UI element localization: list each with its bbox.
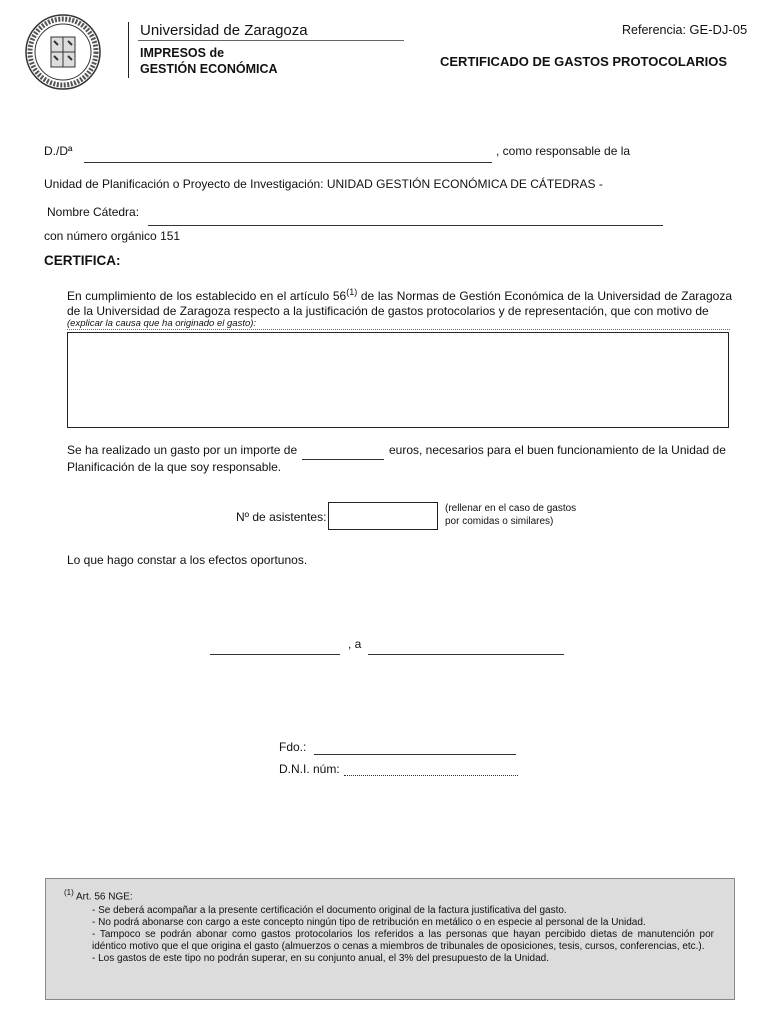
footnote-item: - Los gastos de este tipo no podrán superar, en su conjunto anual, el 3% del presupuesto de la Unidad. — [92, 953, 549, 965]
explicar-note: (explicar la causa que ha originado el gasto): — [67, 318, 257, 329]
footnote-box — [45, 878, 735, 1000]
name-field-line[interactable] — [84, 162, 492, 163]
gasto-text-a: Se ha realizado un gasto por un importe de — [67, 443, 298, 457]
referencia-label: Referencia: — [622, 23, 686, 37]
footnote-item: - No podrá abonarse con cargo a este concepto ningún tipo de retribución en metálico o en especie al personal de la Unidad. — [92, 917, 646, 929]
dda-label: D./Dª — [44, 144, 73, 158]
nombre-catedra-line[interactable] — [148, 225, 663, 226]
footnote-item: - Tampoco se podrán abonar como gastos protocolarios los referidos a las personas que hayan percibido dietas de manutención por idéntico motivo que el que origina el gasto (almuerzos o cenas a miembros de tribunales de oposiciones, tesis, cursos, conferencias, etc.). — [92, 929, 714, 953]
dotted-separator — [67, 329, 730, 330]
document-title: CERTIFICADO DE GASTOS PROTOCOLARIOS — [440, 54, 727, 69]
a-separator: , a — [348, 637, 362, 651]
header-underline — [138, 40, 404, 41]
para-text-a: En cumplimiento de los establecido en el artículo 56 — [67, 289, 347, 303]
gasto-text-b: euros, necesarios para el buen funcionamiento de la Unidad de — [389, 443, 726, 457]
unidad-text: Unidad de Planificación o Proyecto de Investigación: UNIDAD GESTIÓN ECONÓMICA DE CÁTEDRAS - — [44, 177, 603, 191]
date-line[interactable] — [368, 654, 564, 655]
footnote-text — [64, 887, 714, 965]
dni-line[interactable] — [344, 775, 518, 776]
asistentes-box[interactable] — [328, 502, 438, 530]
footnote-title: Art. 56 NGE: — [73, 891, 133, 903]
fdo-line[interactable] — [314, 754, 516, 755]
university-seal-logo — [24, 13, 102, 91]
responsable-text: , como responsable de la — [496, 144, 631, 158]
para-text-b: de las Normas de Gestión Económica de la Universidad de Zaragoza de la Universidad de Zaragoza respecto a la justificación de gastos protocolarios y de representación, que con motivo de — [67, 289, 732, 318]
footnote-marker: (1) — [64, 888, 74, 897]
rellenar-line-1: (rellenar en el caso de gastos — [445, 503, 577, 514]
impresos-line-1: IMPRESOS de — [140, 46, 225, 60]
referencia — [622, 22, 747, 37]
footnote-ref: (1) — [346, 287, 358, 297]
importe-line[interactable] — [302, 459, 384, 460]
place-line[interactable] — [210, 654, 340, 655]
dni-label: D.N.I. núm: — [279, 762, 340, 776]
numero-organico-text: con número orgánico 151 — [44, 229, 181, 243]
footnote-item: - Se deberá acompañar a la presente certificación el documento original de la factura justificativa del gasto. — [92, 905, 567, 917]
lo-que-hago-text: Lo que hago constar a los efectos oportunos. — [67, 553, 308, 567]
asistentes-label: Nº de asistentes: — [236, 510, 327, 524]
impresos-title — [140, 45, 278, 77]
cause-textbox[interactable] — [67, 332, 729, 428]
impresos-line-2: GESTIÓN ECONÓMICA — [140, 62, 278, 76]
fdo-label: Fdo.: — [279, 740, 307, 754]
certifica-paragraph — [67, 285, 732, 319]
rellenar-note — [445, 502, 576, 528]
referencia-code: GE-DJ-05 — [689, 22, 748, 37]
certifica-heading: CERTIFICA: — [44, 253, 121, 268]
header-vertical-rule — [128, 22, 129, 78]
rellenar-line-2: por comidas o similares) — [445, 516, 554, 527]
gasto-text-c: Planificación de la que soy responsable. — [67, 460, 282, 474]
university-name: Universidad de Zaragoza — [140, 22, 308, 39]
nombre-catedra-label: Nombre Cátedra: — [47, 205, 140, 219]
